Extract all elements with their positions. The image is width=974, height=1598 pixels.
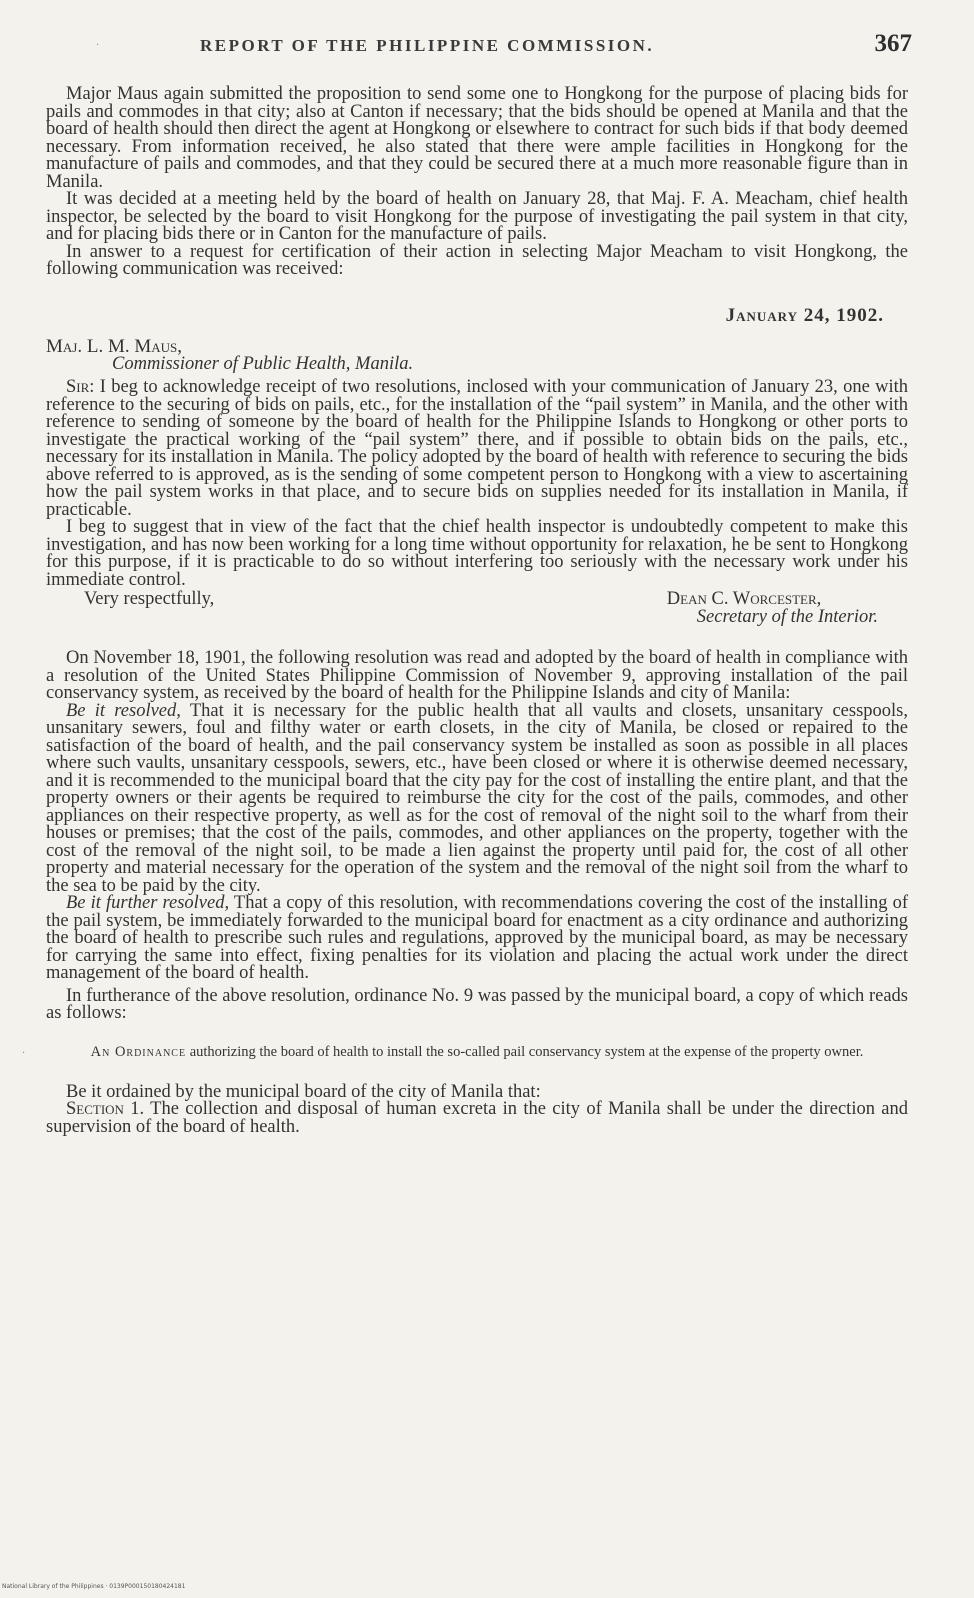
resolution-2-lead: Be it further resolved, — [66, 893, 230, 913]
paragraph-resolution-intro: On November 18, 1901, the following resolution was read and adopted by the board of health in compliance with a resolution of the United States Philippine Commission of November 9, approving installation of the pail conservancy system, as received by the board of health for the Philippine Islands and city of Manila: — [46, 648, 908, 703]
letter-signoff — [46, 591, 908, 626]
resolution-1-lead: Be it resolved, — [66, 700, 181, 721]
letter-paragraph-2: I beg to suggest that in view of the fact that the chief health inspector is undoubtedly competent to make this investigation, and has now been working for a long time without opportunity for relaxation, he be sent to Hongkong for this purpose, if it is practicable to do so without interfering too seriously with the necessary work under his immediate control. — [46, 517, 908, 590]
paragraph-certification-request: In answer to a request for certification of their action in selecting Major Meacham to visit Hongkong, the following communication was received: — [46, 241, 908, 279]
letter-date: January 24, 1902. — [725, 304, 884, 326]
letter-closing: Very respectfully, — [84, 589, 215, 609]
letter-addressee — [46, 338, 908, 356]
resolution-2 — [46, 895, 908, 983]
section-label: Section 1. — [66, 1099, 145, 1119]
section-text: The collection and disposal of human excreta in the city of Manila shall be under the direction and supervision of the board of health. — [46, 1099, 908, 1137]
salutation: Sir: — [66, 377, 95, 397]
margin-dot: · — [96, 40, 100, 51]
ordinance-title: authorizing the board of health to install the so-called pail conservancy system at the expense of the property owner. — [189, 1043, 864, 1060]
signature-title: Secretary of the Interior. — [696, 606, 878, 627]
ordinance-lead: An Ordinance — [90, 1043, 187, 1060]
page-number: 367 — [874, 30, 912, 57]
resolution-2-text: That a copy of this resolution, with recommendations covering the cost of the installing of the pail system, be immediately forwarded to the municipal board for enactment as a city ordinance and authorizing the board of health to prescribe such rules and regulations, approved by the municipal board, as may be necessary for carrying the same into effect, fixing penalties for its violation and placing the actual work under the direct management of the board of health. — [46, 893, 908, 983]
addressee-title: Commissioner of Public Health, Manila. — [112, 353, 414, 374]
ordinance-enacting-clause: Be it ordained by the municipal board of the city of Manila that: — [66, 1081, 541, 1102]
signature-name: Dean C. Worcester, — [666, 589, 822, 609]
resolution-1 — [46, 700, 909, 896]
scan-credit: National Library of the Philippines · 0139P000150180424181 — [2, 1583, 186, 1590]
paragraph-maus-proposition: Major Maus again submitted the proposition to send some one to Hongkong for the purpose of placing bids for pails and commodes in that city; also at Canton if necessary; that the bids should be opened at Manila and that the board of health should then direct the agent at Hongkong or elsewhere to contract for such bids if that body deemed necessary. From information received, he also stated that there were ample facilities in Hongkong for the manufacture of pails and commodes, and that they could be secured there at a much more reasonable figure than in Manila. — [46, 84, 908, 192]
paragraph-meacham-selected: It was decided at a meeting held by the board of health on January 28, that Maj. F. A. Meacham, chief health inspector, be selected by the board to visit Hongkong for the purpose of investigating the pail system in that city, and for placing bids there or in Canton for the manufacture of pails. — [46, 189, 908, 244]
ordinance-section-1 — [46, 1101, 908, 1136]
page-header — [0, 30, 974, 60]
running-title: REPORT OF THE PHILIPPINE COMMISSION. — [200, 36, 655, 55]
body-text — [46, 86, 908, 1136]
letter-signature — [667, 591, 878, 626]
addressee-name: Maj. L. M. Maus, — [46, 336, 182, 357]
paragraph-ordinance-intro: In furtherance of the above resolution, ordinance No. 9 was passed by the municipal board, a copy of which reads as follows: — [46, 985, 908, 1023]
resolution-1-text: That it is necessary for the public health that all vaults and closets, unsanitary cesspools, unsanitary sewers, foul and filthy water or earth closets, in the city of Manila, be closed or repaired to the satisfaction of the board of health, and the pail conservancy system be installed as soon as possible in all places where such vaults, unsanitary cesspools, sewers, etc., have been closed or where it is otherwise deemed necessary, and it is recommended to the municipal board that the city pay for the cost of installing the entire plant, and that the property owners or their agents be required to reimburse the city for the cost of the pails, commodes, and other appliances on their respective property, as well as for the cost of removal of the night soil to the wharf from their houses or premises; that the cost of the pails, commodes, and other appliances on the property, together with the cost of the removal of the night soil, to be made a lien against the property until paid for, the cost of all other property and material necessary for the operation of the system and the removal of the night soil from the wharf to the sea to be paid by the city. — [46, 700, 909, 896]
letter-paragraph-1 — [46, 379, 908, 519]
letter-body-1: I beg to acknowledge receipt of two resolutions, inclosed with your communication of January 23, one with reference to the securing of bids on pails, etc., for the installation of the “pail system” in Manila, and the other with reference to sending of someone by the board of health for the Philippine Islands to Hongkong or other ports to investigate the practical working of the “pail system” there, and if possible to obtain bids on the pails, etc., necessary for its installation in Manila. The policy adopted by the board of health with reference to securing the bids above referred to is approved, as is the sending of some competent person to Hongkong with a view to ascertaining how the pail system works in that place, and to secure bids on supplies needed for its installation in Manila, if practicable. — [46, 377, 908, 520]
ordinance-heading — [46, 1045, 908, 1060]
margin-dot: · — [22, 1048, 26, 1059]
